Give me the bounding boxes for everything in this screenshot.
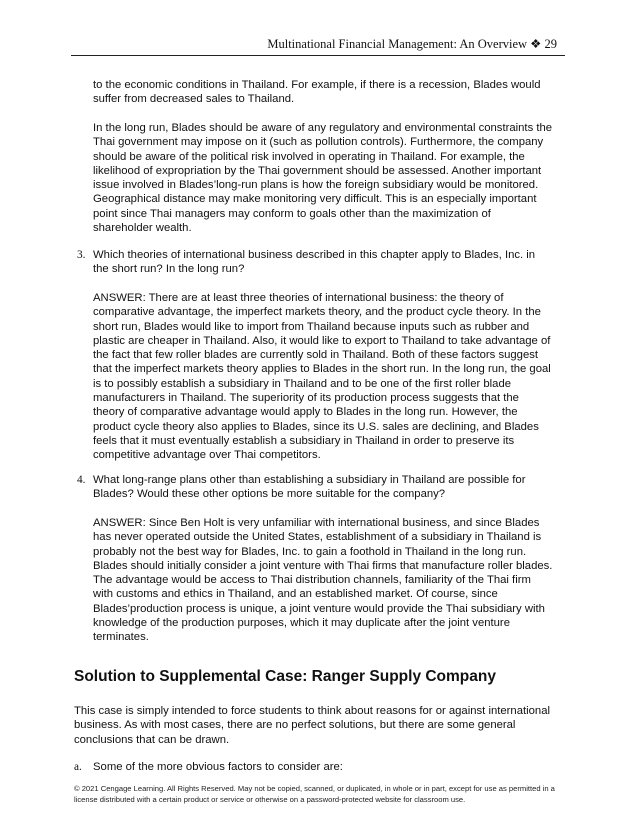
item-a-text: Some of the more obvious factors to consider are: bbox=[93, 761, 343, 773]
section-intro: This case is simply intended to force students to think about reasons for or against international business. As with most cases, there are no perfect solutions, but there are some general conclusions that can be drawn. bbox=[74, 705, 550, 746]
question-3-text: Which theories of international business described in this chapter apply to Blades, Inc. in the short run? In the long run? bbox=[93, 249, 536, 276]
header-divider bbox=[71, 55, 565, 56]
question-4-number: 4. bbox=[77, 474, 86, 486]
item-a-label: a. bbox=[74, 761, 82, 773]
question-4-answer: ANSWER: Since Ben Holt is very unfamiliar with international business, and since Blades has never operated outside the United States, establishment of a subsidiary in Thailand is probably not the best way for Blades, Inc. to gain a foothold in Thailand in the long run. Blades should initially consider a joint venture with Thai firms that manufacture roller blades. The advantage would be access to Thai distribution channels, familiarity of the Thai firm with customs and ethics in Thailand, and an established market. Of course, since Blades’production process is unique, a joint venture would provide the Thai subsidiary with knowledge of the production purposes, which it may duplicate after the joint venture terminates. bbox=[93, 517, 553, 644]
question-3-number: 3. bbox=[77, 249, 86, 261]
copyright-footer: © 2021 Cengage Learning. All Rights Reserved. May not be copied, scanned, or duplicated, in whole or in part, except for use as permitted in a license distributed with a certain product or service or otherwise on a password-protected website for classroom use. bbox=[74, 784, 555, 804]
question-3-answer: ANSWER: There are at least three theories of international business: the theory of comparative advantage, the imperfect markets theory, and the product cycle theory. In the short run, Blades would like to import from Thailand because inputs such as rubber and plastic are cheaper in Thailand. Also, it would like to export to Thailand to take advantage of the fact that few roller blades are currently sold in Thailand. Both of these factors suggest that the imperfect markets theory applies to Blades in the short run. In the long run, the goal is to possibly establish a subsidiary in Thailand and to be one of the first roller blade manufacturers in Thailand. The superiority of its production process suggests that the theory of comparative advantage would apply to Blades in the long run. However, the product cycle theory also applies to Blades, since its U.S. sales are declining, and Blades feels that it must eventually establish a subsidiary in Thailand in order to preserve its competitive advantage over Thai competitors. bbox=[93, 292, 551, 462]
paragraph-economic-conditions: to the economic conditions in Thailand. For example, if there is a recession, Blades would suffer from decreased sales to Thailand. bbox=[93, 79, 541, 106]
running-header: Multinational Financial Management: An Overview ❖ 29 bbox=[267, 37, 557, 51]
question-4-text: What long-range plans other than establishing a subsidiary in Thailand are possible for Blades? Would these other options be more suitable for the company? bbox=[93, 474, 526, 501]
paragraph-long-run: In the long run, Blades should be aware of any regulatory and environmental constraints the Thai government may impose on it (such as pollution controls). Furthermore, the company should be aware of the political risk involved in operating in Thailand. For example, the likelihood of expropriation by the Thai government should be assessed. Another important issue involved in Blades’long-run plans is how the foreign subsidiary would be monitored. Geographical distance may make monitoring very difficult. This is an especially important point since Thai managers may conform to goals other than the maximization of shareholder wealth. bbox=[93, 122, 553, 235]
section-heading: Solution to Supplemental Case: Ranger Supply Company bbox=[74, 668, 496, 685]
